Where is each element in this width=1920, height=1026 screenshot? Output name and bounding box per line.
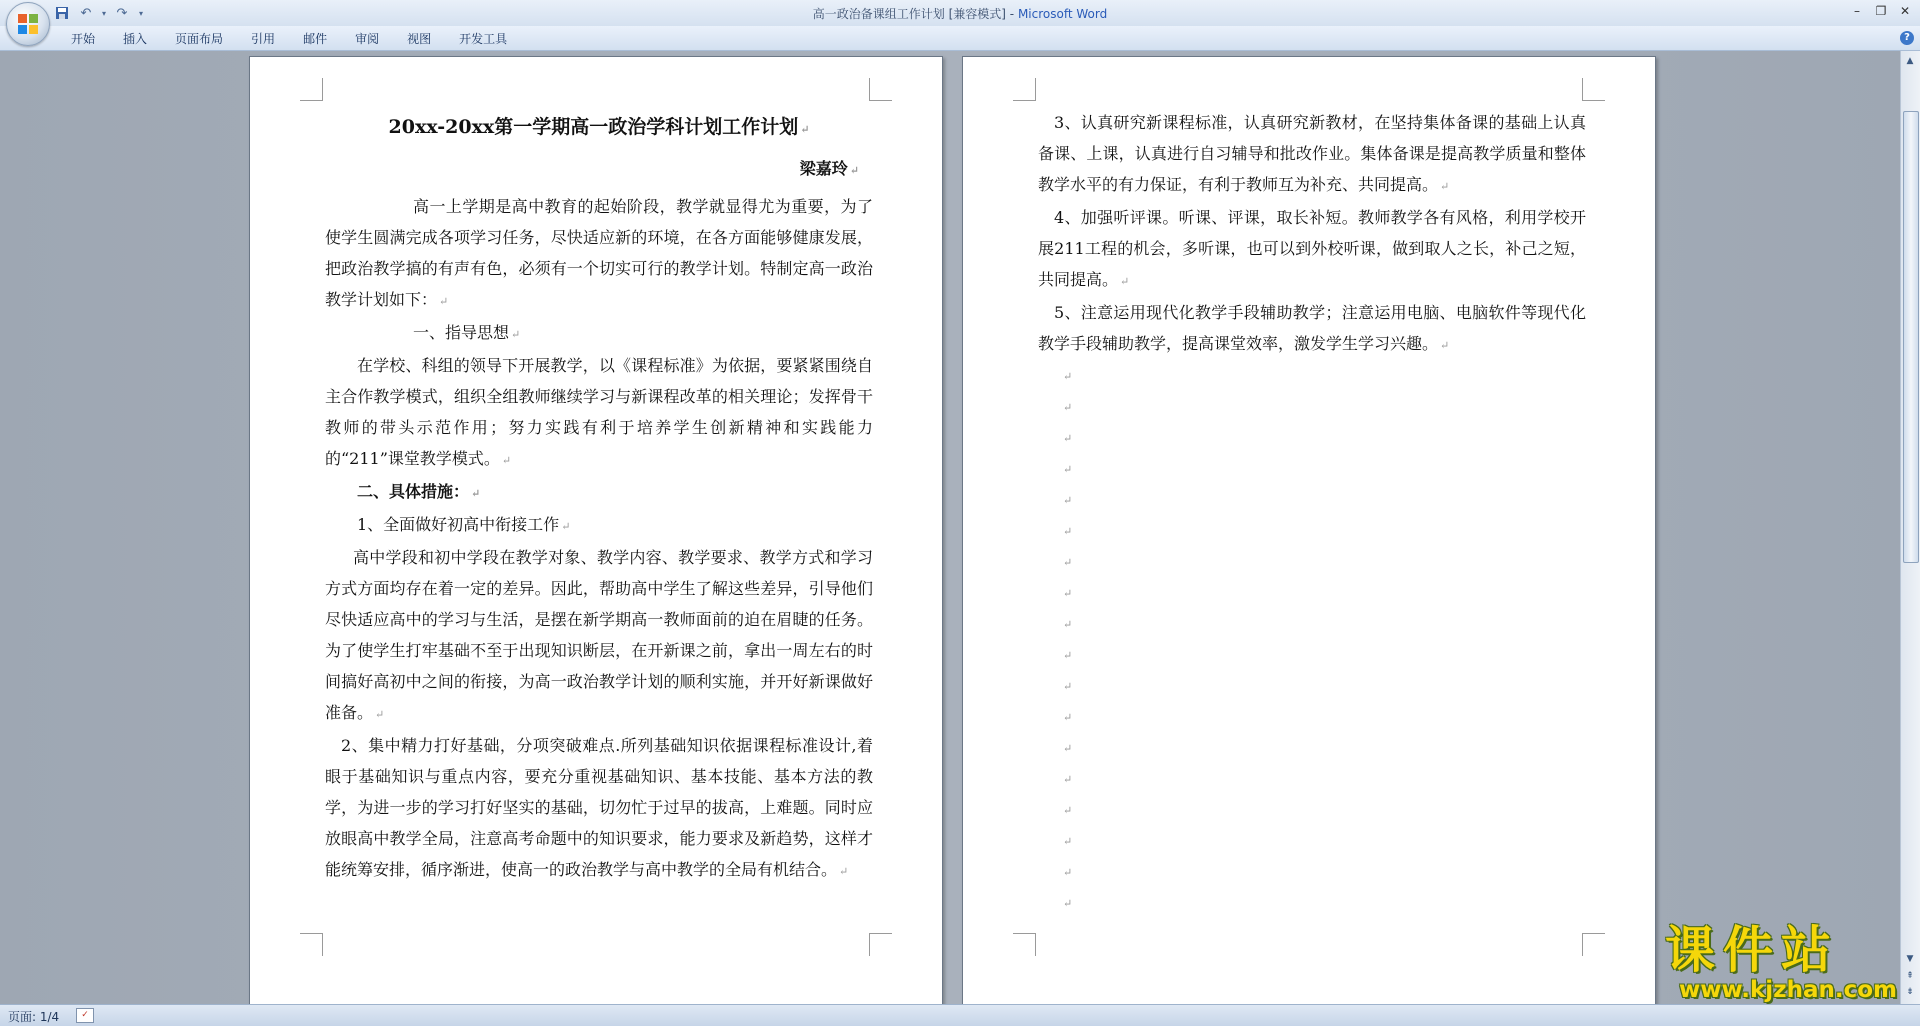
empty-paragraph-mark: ↵ [1063,401,1073,414]
help-icon[interactable]: ? [1900,31,1914,45]
empty-paragraph-mark: ↵ [1063,742,1073,755]
intro-paragraph: 高一上学期是高中教育的起始阶段，教学就显得尤为重要，为了使学生圆满完成各项学习任务，尽快适应新的环境，在各方面能够健康发展，把政治教学搞的有声有色，必须有一个切实可行的教学计划。特制定高一政治教学计划如下： ↵ [325,197,873,309]
app-name: Microsoft Word [1017,7,1108,21]
empty-paragraph-mark: ↵ [1063,618,1073,631]
page-2-content[interactable] [1038,107,1586,919]
empty-paragraphs [1038,361,1586,919]
status-bar [0,1004,1920,1026]
dropdown-icon[interactable]: ▾ [101,8,106,18]
scrollbar-thumb[interactable] [1903,111,1919,563]
tab-review[interactable]: 审阅 [355,32,380,46]
watermark-logo: 课件站 www.kjzhan.com [1665,921,1897,1003]
tab-references[interactable]: 引用 [251,32,276,46]
body-paragraph: 高中学段和初中学段在教学对象、教学内容、教学要求、教学方式和学习方式方面均存在着一定的差异。因此，帮助高中学生了解这些差异，引导他们尽快适应高中的学习与生活，是摆在新学期高一教师面前的迫在眉睫的任务。为了使学生打牢基础不至于出现知识断层，在开新课之前，拿出一周左右的时间搞好高初中之间的衔接，为高一政治教学计划的顺利实施，并开好新课做好准备。 ↵ [325,548,873,722]
tab-developer[interactable]: 开发工具 [459,32,508,46]
empty-paragraph-mark: ↵ [1063,649,1073,662]
next-page-icon[interactable]: ⇟ [1906,987,1914,997]
scroll-up-icon[interactable]: ▲ [1906,56,1914,66]
tab-mailings[interactable]: 邮件 [303,32,328,46]
section-heading: 二、具体措施： ↵ [357,482,481,501]
section-heading: 一、指导思想 ↵ [413,323,521,342]
ribbon-tab-bar [0,26,1920,51]
empty-paragraph-mark: ↵ [1063,494,1073,507]
tab-page-layout[interactable]: 页面布局 [175,32,224,46]
crop-mark [300,933,323,956]
document-name: 高一政治备课组工作计划 [兼容模式] [812,7,1006,21]
undo-icon[interactable]: ↶ [80,5,92,21]
proofing-icon[interactable]: ✓ [76,1008,94,1023]
body-paragraph: 2、集中精力打好基础，分项突破难点.所列基础知识依据课程标准设计,着眼于基础知识与重点内容，要充分重视基础知识、基本技能、基本方法的教学，为进一步的学习打好坚实的基础，切勿忙于过早的拔高，上难题。同时应放眼高中教学全局，注意高考命题中的知识要求，能力要求及新趋势，这样才能统筹安排，循序渐进，使高一的政治教学与高中教学的全局有机结合。 ↵ [325,736,873,879]
empty-paragraph-mark: ↵ [1063,804,1073,817]
empty-paragraph-mark: ↵ [1063,556,1073,569]
page-1-content[interactable] [325,105,873,887]
empty-paragraph-mark: ↵ [1063,370,1073,383]
crop-mark [1582,78,1605,101]
redo-icon[interactable]: ↷ [116,5,128,21]
body-paragraph: 在学校、科组的领导下开展教学，以《课程标准》为依据，要紧紧围绕自主合作教学模式，组织全组教师继续学习与新课程改革的相关理论；发挥骨干教师的带头示范作用；努力实践有利于培养学生创新精神和实践能力的“211”课堂教学模式。 ↵ [325,356,873,468]
crop-mark [1582,933,1605,956]
document-page-1[interactable] [249,56,943,1004]
crop-mark [869,933,892,956]
close-icon[interactable]: ✕ [1899,4,1911,18]
empty-paragraph-mark: ↵ [1063,432,1073,445]
tab-insert[interactable]: 插入 [123,32,148,46]
empty-paragraph-mark: ↵ [1063,463,1073,476]
body-paragraph: 4、加强听评课。听课、评课，取长补短。教师教学各有风格，利用学校开展211工程的机会，多听课，也可以到外校听课，做到取人之长，补己之短，共同提高。 ↵ [1038,208,1586,289]
empty-paragraph-mark: ↵ [1063,866,1073,879]
crop-mark [869,78,892,101]
body-paragraph: 5、注意运用现代化教学手段辅助教学；注意运用电脑、电脑软件等现代化教学手段辅助教学，提高课堂效率，激发学生学习兴趣。 ↵ [1038,303,1586,353]
empty-paragraph-mark: ↵ [1063,897,1073,910]
empty-paragraph-mark: ↵ [1063,835,1073,848]
crop-mark [300,78,323,101]
empty-paragraph-mark: ↵ [1063,773,1073,786]
document-title: 20xx-20xx第一学期高一政治学科计划工作计划 ↵ [388,116,810,138]
window-controls [1846,2,1916,20]
scroll-down-icon[interactable]: ▼ [1906,954,1914,964]
tab-home[interactable]: 开始 [71,32,96,46]
customize-qat-icon[interactable]: ▾ [138,8,143,18]
previous-page-icon[interactable]: ⇞ [1906,971,1914,981]
author-name: 梁嘉玲 ↵ [799,159,859,178]
window-title: 高一政治备课组工作计划 [兼容模式] - Microsoft Word [812,7,1108,21]
office-button[interactable] [6,2,50,46]
document-page-2[interactable] [962,56,1656,1004]
vertical-scrollbar[interactable] [1900,51,1920,1004]
empty-paragraph-mark: ↵ [1063,711,1073,724]
item-heading: 1、全面做好初高中衔接工作 ↵ [357,515,571,534]
office-logo-icon [17,13,39,35]
title-bar [0,0,1920,27]
restore-icon[interactable]: ❐ [1875,4,1887,18]
crop-mark [1013,78,1036,101]
ribbon-tabs [60,29,524,49]
minimize-icon[interactable]: – [1854,4,1860,18]
crop-mark [1013,933,1036,956]
page-counter[interactable]: 页面: 1/4 [8,1010,60,1024]
empty-paragraph-mark: ↵ [1063,680,1073,693]
empty-paragraph-mark: ↵ [1063,587,1073,600]
empty-paragraph-mark: ↵ [1063,525,1073,538]
document-workspace[interactable] [0,51,1901,1004]
body-paragraph: 3、认真研究新课程标准，认真研究新教材，在坚持集体备课的基础上认真备课、上课，认真进行自习辅导和批改作业。集体备课是提高教学质量和整体教学水平的有力保证，有利于教师互为补充、共同提高。 ↵ [1038,113,1586,194]
tab-view[interactable]: 视图 [407,32,432,46]
